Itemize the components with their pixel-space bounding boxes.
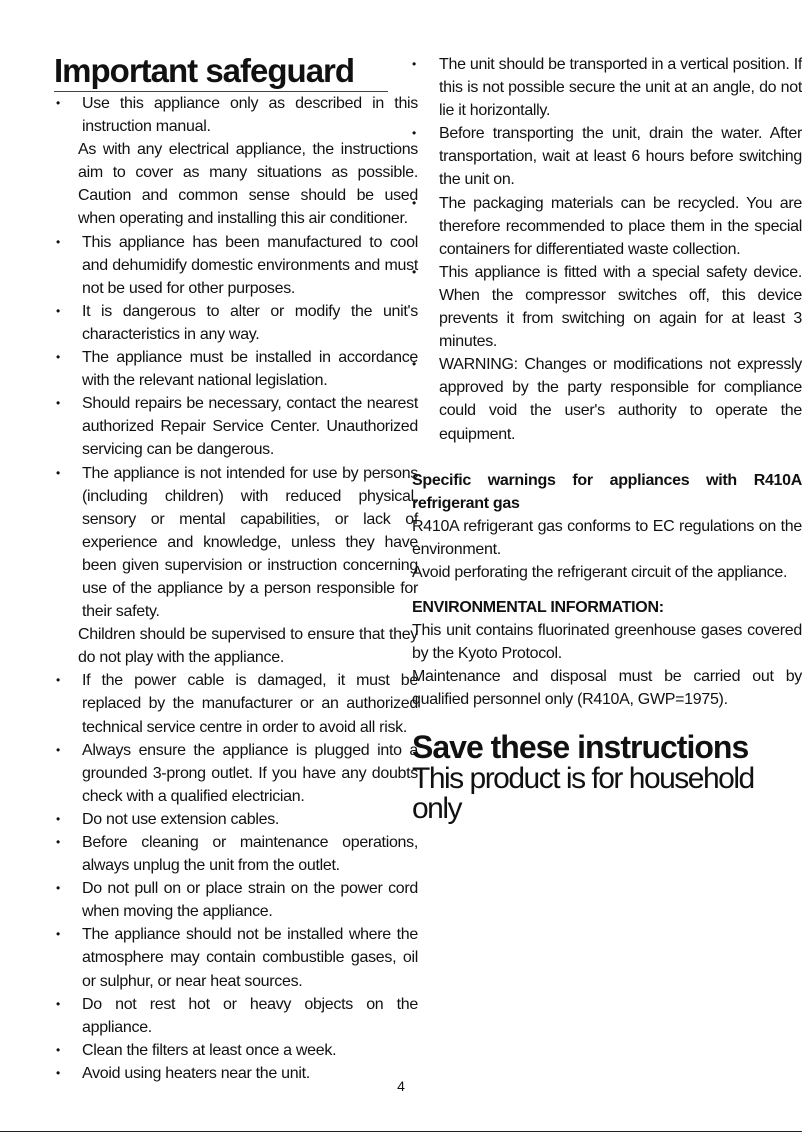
list-item: • Before transporting the unit, drain the water. After transportation, wait at least 6 hours before switching the unit on.	[412, 122, 802, 191]
page-title: Important safeguard	[54, 52, 388, 92]
list-item: • The appliance must be installed in accordance with the relevant national legislation.	[56, 346, 418, 392]
environmental-line: This unit contains fluorinated greenhouse gases covered by the Kyoto Protocol.	[412, 622, 802, 663]
list-item: • Clean the filters at least once a week.	[56, 1039, 418, 1062]
list-item: • Use this appliance only as described in this instruction manual.	[56, 92, 418, 138]
spacer	[412, 584, 802, 596]
right-column	[412, 53, 802, 824]
list-item: • Always ensure the appliance is plugged into a grounded 3-prong outlet. If you have any doubts check with a qualified electrician.	[56, 739, 418, 808]
spacer	[412, 446, 802, 469]
page-number: 4	[397, 1078, 405, 1094]
list-item: • The appliance should not be installed where the atmosphere may contain combustible gases, oil or sulphur, or near heat sources.	[56, 923, 418, 992]
r410a-line: Avoid perforating the refrigerant circuit of the appliance.	[412, 563, 788, 581]
list-item: • This appliance is fitted with a special safety device. When the compressor switches off, this device prevents it from switching on again for at least 3 minutes.	[412, 261, 802, 353]
save-instructions-title: Save these instructions	[412, 728, 749, 765]
list-item: • Should repairs be necessary, contact the nearest authorized Repair Service Center. Unauthorized servicing can be dangerous.	[56, 392, 418, 461]
list-item: • WARNING: Changes or modifications not expressly approved by the party responsible for compliance could void the user's authority to operate the equipment.	[412, 353, 802, 445]
list-item: • This appliance has been manufactured to cool and dehumidify domestic environments and must not be used for other purposes.	[56, 231, 418, 300]
r410a-line: R410A refrigerant gas conforms to EC regulations on the environment.	[412, 517, 802, 558]
list-item: • Before cleaning or maintenance operations, always unplug the unit from the outlet.	[56, 831, 418, 877]
list-item: • Do not pull on or place strain on the power cord when moving the appliance.	[56, 877, 418, 923]
left-column	[56, 92, 418, 1085]
r410a-heading: Specific warnings for appliances with R410A refrigerant gas	[412, 471, 802, 512]
list-item: • The appliance is not intended for use by persons (including children) with reduced physical, sensory or mental capabilities, or lack of experience and knowledge, unless they have been given supervision or instruction concerning use of the appliance by a person responsible for their safety.	[56, 462, 418, 624]
list-item: • Do not rest hot or heavy objects on the appliance.	[56, 993, 418, 1039]
list-item: • If the power cable is damaged, it must be replaced by the manufacturer or an authorized technical service centre in order to avoid all risk.	[56, 669, 418, 738]
household-notice: This product is for household only	[412, 761, 754, 825]
list-item: • Avoid using heaters near the unit.	[56, 1062, 418, 1085]
list-item: • The packaging materials can be recycled. You are therefore recommended to place them in the special containers for differentiated waste collection.	[412, 192, 802, 261]
environmental-heading: ENVIRONMENTAL INFORMATION:	[412, 599, 664, 617]
environmental-line: Maintenance and disposal must be carried out by qualified personnel only (R410A, GWP=1975).	[412, 668, 802, 709]
bottom-rule	[0, 1131, 802, 1132]
general-caution-paragraph: As with any electrical appliance, the instructions aim to cover as many situations as possible. Caution and common sense should be used when operating and installing this air conditioner.	[78, 141, 418, 228]
list-item: • The unit should be transported in a vertical position. If this is not possible secure the unit at an angle, do not lie it horizontally.	[412, 53, 802, 122]
list-item: • It is dangerous to alter or modify the unit's characteristics in any way.	[56, 300, 418, 346]
list-item: • Do not use extension cables.	[56, 808, 418, 831]
children-paragraph: Children should be supervised to ensure that they do not play with the appliance.	[78, 626, 418, 667]
